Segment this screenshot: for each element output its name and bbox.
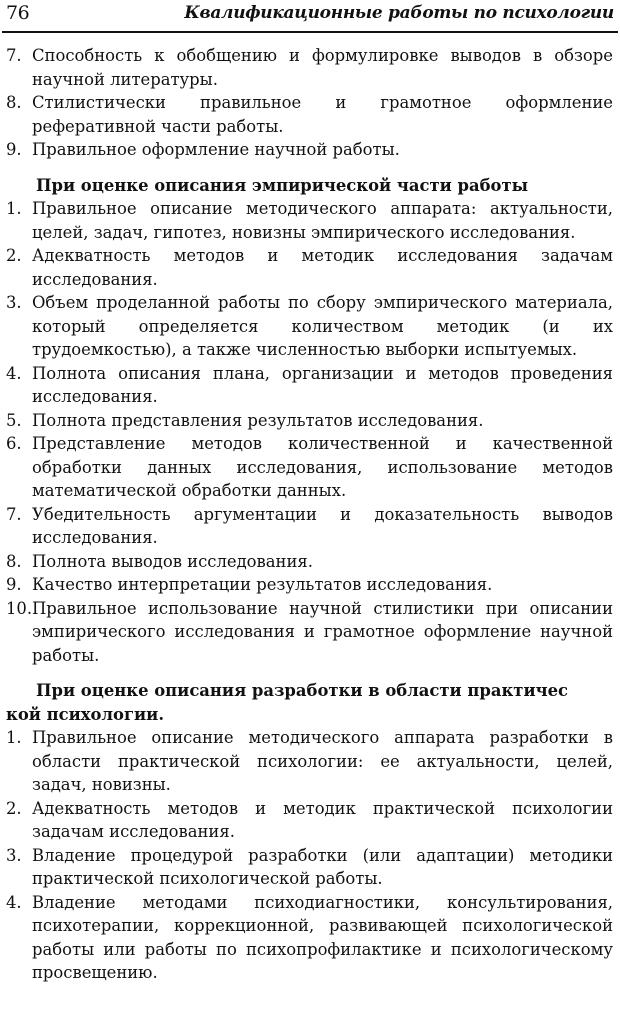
item-number: 2.	[6, 798, 22, 818]
list-item	[6, 432, 613, 503]
list-item	[6, 891, 613, 985]
list-item	[6, 573, 613, 597]
section-heading-empirical: При оценке описания эмпирической части работы	[36, 175, 529, 195]
item-text: Убедительность аргументации и доказательность выводов исследования.	[32, 504, 613, 547]
list-item	[6, 503, 613, 550]
item-number: 5.	[6, 410, 22, 430]
item-text: Правильное описание методического аппарата: актуальности, целей, задач, гипотез, новизны эмпирического исследования.	[32, 199, 613, 242]
list-item	[6, 844, 613, 891]
item-text: Способность к обобщению и формулировке выводов в обзоре научной литературы.	[32, 46, 613, 89]
list-item	[6, 409, 613, 433]
criteria-list-continued	[6, 44, 613, 162]
item-number: 4.	[6, 363, 22, 383]
item-number: 2.	[6, 246, 22, 265]
item-text: Полнота представления результатов исследования.	[32, 410, 484, 430]
list-item	[6, 550, 613, 574]
list-item	[6, 597, 613, 668]
page-body	[6, 44, 613, 985]
item-number: 8.	[6, 551, 22, 571]
list-item	[6, 726, 613, 797]
page-number: 76	[6, 2, 30, 24]
item-text: Правильное описание методического аппарата разработки в области практической психологии: ее актуальности, целей, задач, новизны.	[32, 728, 613, 794]
item-text: Адекватность методов и методик практической психологии задачам исследования.	[32, 798, 613, 841]
practical-criteria-list	[6, 726, 613, 985]
list-item	[6, 797, 613, 844]
list-item	[6, 91, 613, 138]
item-number: 9.	[6, 140, 22, 159]
heading-line: кой психологии.	[6, 704, 165, 724]
item-number: 4.	[6, 892, 22, 912]
item-text: Правильное оформление научной работы.	[32, 140, 400, 159]
page-header	[0, 0, 620, 34]
item-number: 3.	[6, 293, 22, 312]
item-number: 8.	[6, 93, 22, 112]
item-text: Полнота выводов исследования.	[32, 551, 313, 571]
item-text: Представление методов количественной и качественной обработки данных исследования, использование методов математической обработки данных.	[32, 434, 613, 500]
list-item	[6, 197, 613, 244]
heading-line: При оценке описания разработки в области практичес	[36, 681, 569, 700]
item-number: 7.	[6, 46, 22, 65]
item-number: 10.	[6, 598, 33, 618]
item-number: 1.	[6, 199, 22, 218]
item-text: Владение процедурой разработки (или адаптации) методики практической психологической работы.	[32, 845, 613, 888]
list-item	[6, 362, 613, 409]
running-title: Квалификационные работы по психологии	[184, 3, 614, 23]
item-text: Полнота описания плана, организации и методов проведения исследования.	[32, 363, 613, 406]
item-number: 6.	[6, 434, 22, 453]
list-item	[6, 244, 613, 291]
header-rule	[2, 31, 618, 33]
empirical-criteria-list	[6, 197, 613, 667]
item-number: 9.	[6, 575, 22, 594]
item-number: 7.	[6, 504, 22, 524]
item-number: 1.	[6, 728, 22, 747]
item-text: Адекватность методов и методик исследования задачам исследования.	[32, 246, 613, 289]
list-item	[6, 44, 613, 91]
item-text: Объем проделанной работы по сбору эмпирического материала, который определяется количеством методик (и их трудоемкостью), а также численностью выборки испытуемых.	[32, 293, 613, 359]
item-text: Стилистически правильное и грамотное оформление реферативной части работы.	[32, 93, 613, 136]
item-number: 3.	[6, 845, 22, 865]
list-item	[6, 291, 613, 362]
item-text: Правильное использование научной стилистики при описании эмпирического исследования и грамотное оформление научной работы.	[32, 598, 613, 665]
section-heading-practical	[6, 679, 613, 726]
list-item	[6, 138, 613, 162]
item-text: Владение методами психодиагностики, консультирования, психотерапии, коррекционной, развивающей психологической работы или работы по психопрофилактике и психологическому просвещению.	[32, 892, 613, 982]
item-text: Качество интерпретации результатов исследования.	[32, 575, 493, 594]
